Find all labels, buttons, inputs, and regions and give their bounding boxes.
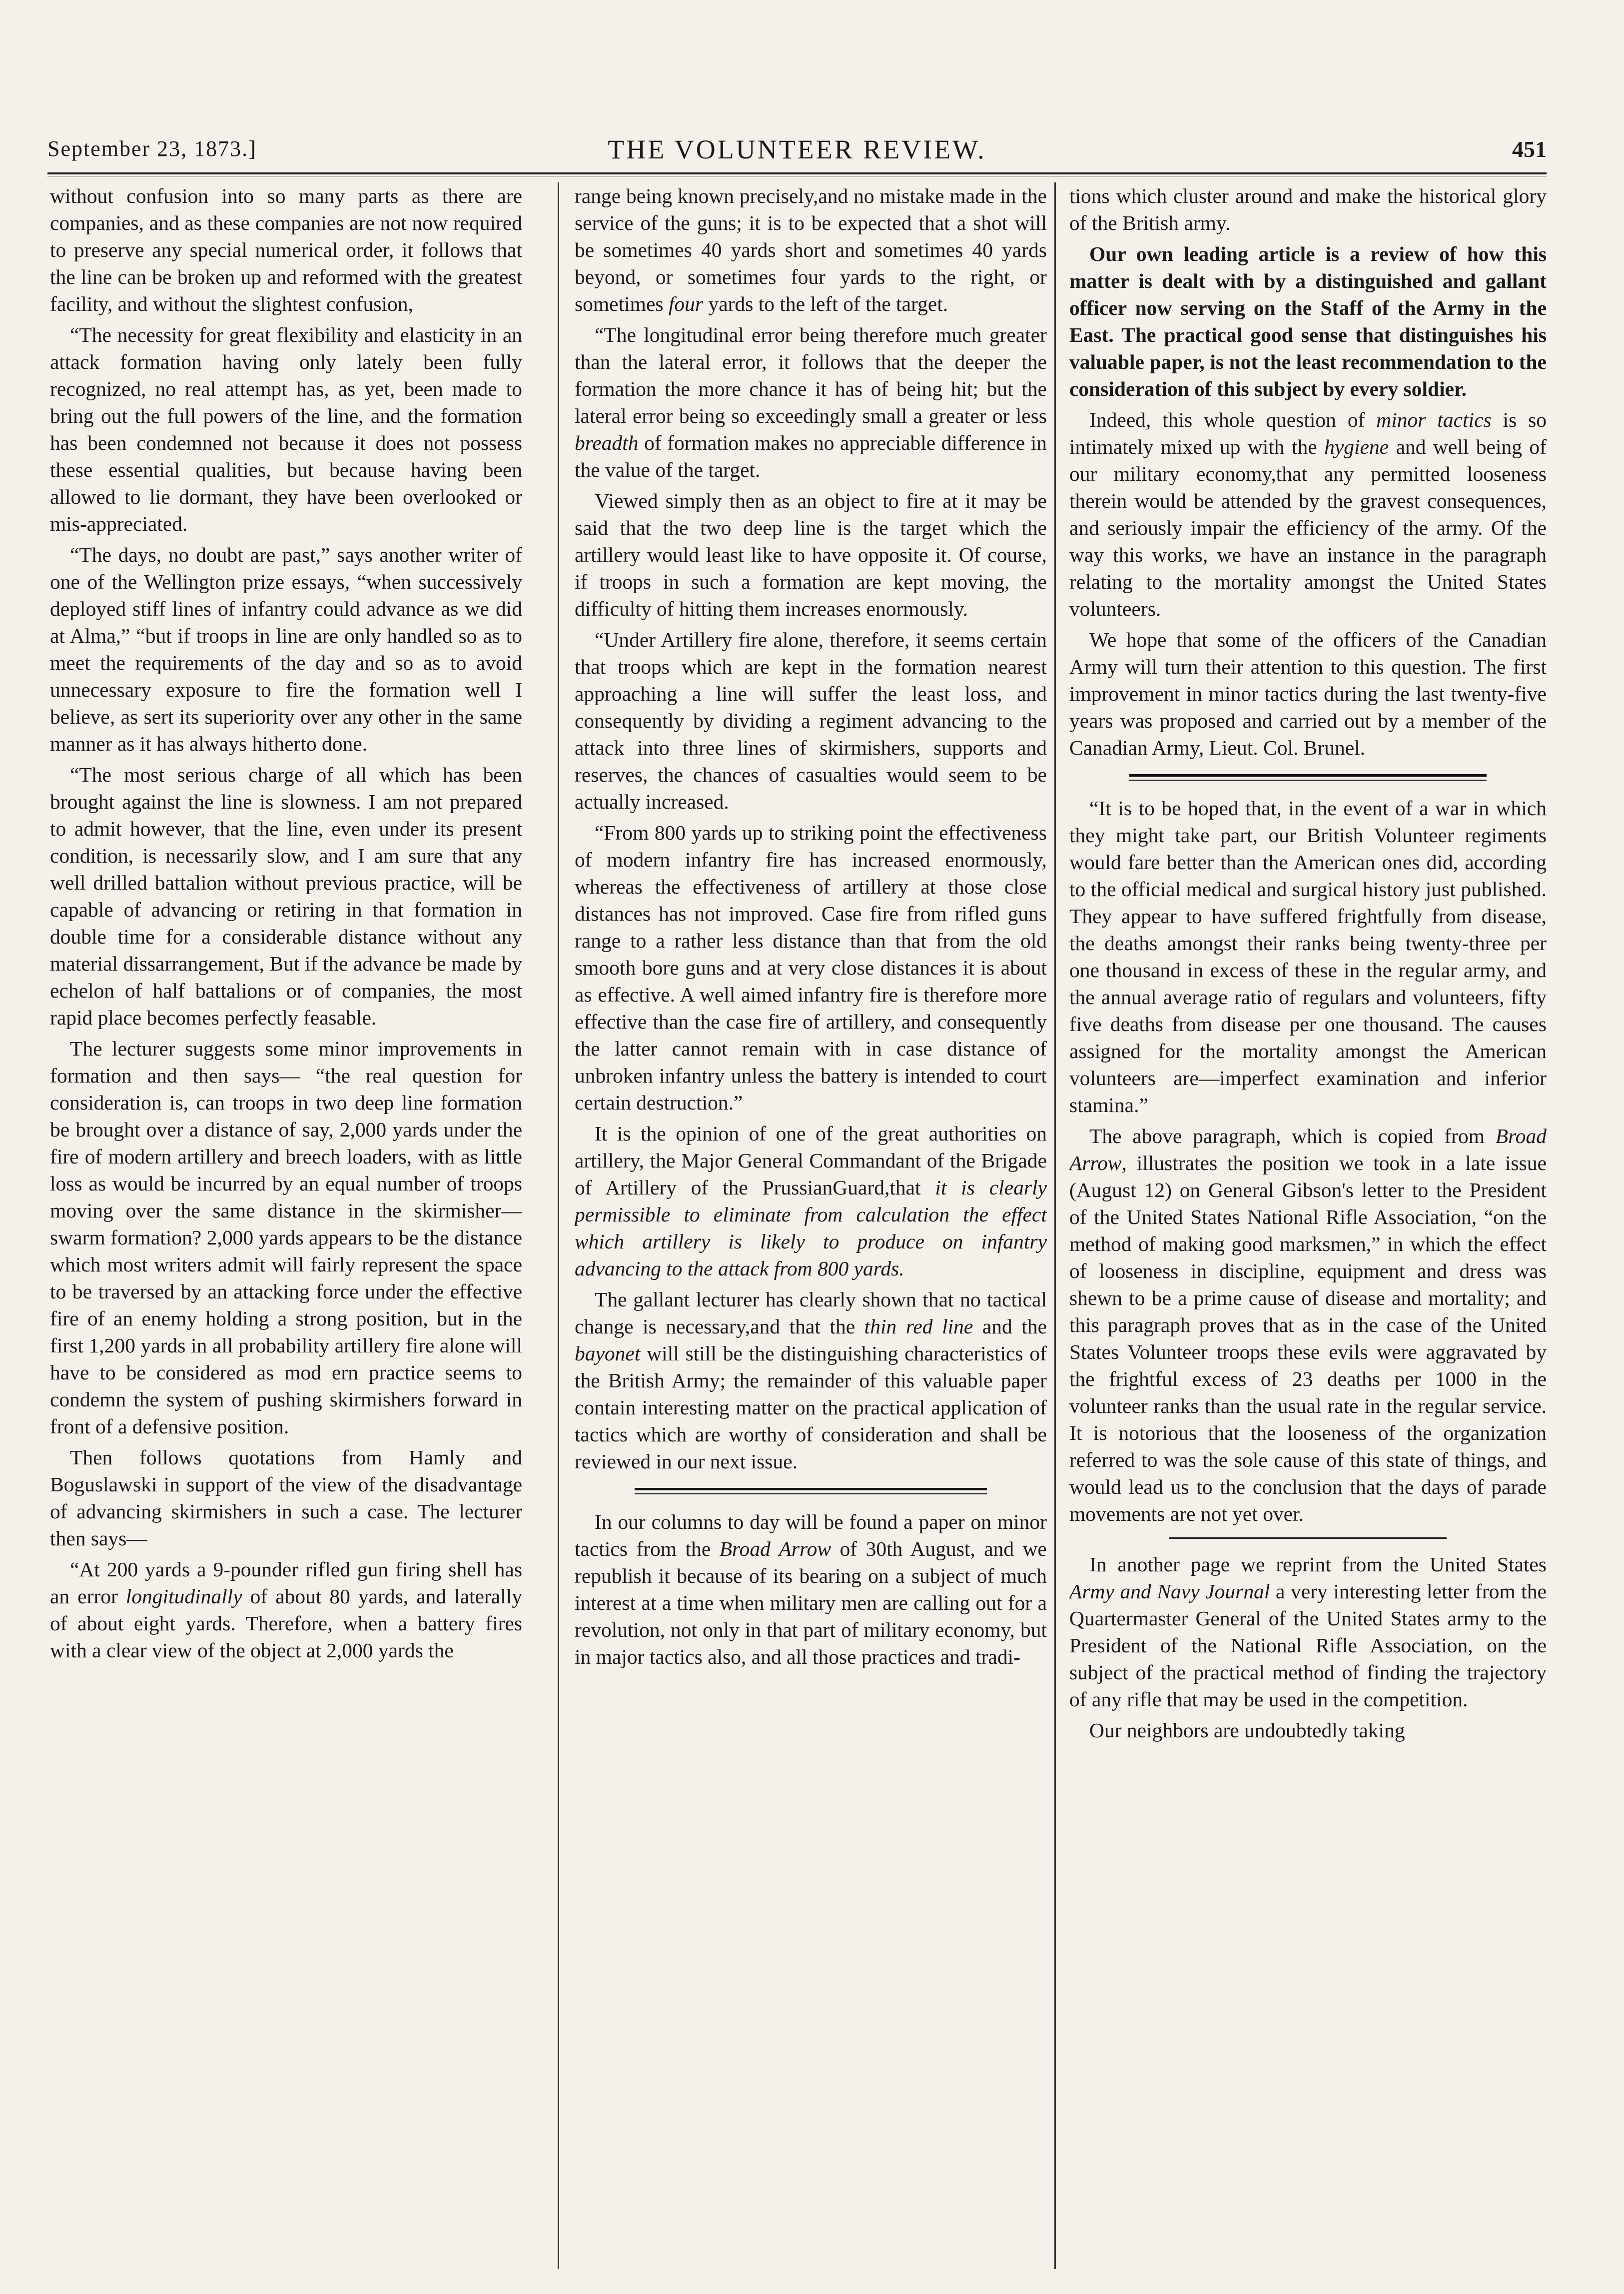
text-run: Indeed, this whole question of [1089, 408, 1377, 431]
paragraph: Then follows quotations from Hamly and Boguslawski in support of the view of the disadvantage of advancing skirmishers in such a case. The lecturer then says— [50, 1446, 522, 1550]
article-separator [635, 1488, 987, 1494]
paragraph [575, 1286, 1047, 1475]
text-run: It is the opinion of one of the great authorities on artillery, the Major General Commandant of the Brigade of Artillery of the PrussianGuard,that [575, 1122, 1047, 1199]
column-1 [50, 182, 522, 2269]
paragraph [1069, 1551, 1547, 1713]
italic-text: longitudinally [125, 1585, 242, 1608]
text-run: is so intimately mixed up with the [1069, 408, 1547, 458]
paragraph [575, 1508, 1047, 1670]
paragraph: “The most serious charge of all which has been brought against the line is slowness. I am not prepared to admit however, that the line, even under its present condition, is necessarily slow, and I am sure that any well drilled battalion without previous practice, will be capable of advancing or retiring in that formation in double time for a considerable distance without any material dissarrangement, But if the advance be made by echelon of half battalions or of companies, the most rapid place becomes perfectly feasable. [50, 763, 522, 1029]
header-rule [47, 172, 1547, 174]
article-separator [1129, 774, 1487, 781]
text-run: of 30th August, and we republish it because of its bearing on a subject of much interest at a time when military men are calling out for a revolution, not only in that part of military economy, but in major tactics also, and all those practices and tradi- [575, 1537, 1047, 1668]
column-divider [558, 182, 559, 2269]
paragraph: “The necessity for great flexibility and elasticity in an attack formation having only lately been fully recognized, no real attempt has, as yet, been made to bring out the full powers of the line, and the formation has been condemned not because it does not possess these essential qualities, but because having been allowed to lie dormant, they have been overlooked or mis-appreciated. [50, 323, 522, 535]
paragraph: Viewed simply then as an object to fire at it may be said that the two deep line is the target which the artillery would least like to have opposite it. Of course, if troops in such a formation are kept moving, the difficulty of hitting them increases enormously. [575, 489, 1047, 620]
column-2 [575, 182, 1047, 2269]
italic-text: thin red line [864, 1315, 973, 1338]
text-run: The above paragraph, which is copied from [1089, 1125, 1496, 1147]
paragraph [1069, 406, 1547, 622]
italic-text: Broad Arrow [1069, 1125, 1547, 1174]
text-run: and well being of our military economy,that any permitted looseness therein would be attended by the gravest consequences, and seriously impair the efficiency of the army. Of the way this works, we have an instance in the paragraph relating to the mortality amongst the United States volunteers. [1069, 435, 1547, 620]
article-separator [1169, 1537, 1447, 1539]
text-run: yards to the left of the target. [703, 292, 948, 315]
text-run: of formation makes no appreciable difference in the value of the target. [575, 431, 1047, 481]
italic-text: four [668, 292, 704, 315]
italic-text: hygiene [1324, 435, 1389, 458]
italic-text: Broad Arrow [719, 1537, 831, 1560]
paragraph: “The days, no doubt are past,” says another writer of one of the Wellington prize essays, “when successively deployed stiff lines of infantry could advance as we did at Alma,” “but if troops in line are only handled so as to meet the requirements of the day and so as to avoid unnecessary exposure to fire the formation well I believe, as sert its superiority over any other in the same manner as it has always hitherto done. [50, 543, 522, 755]
publication-title: THE VOLUNTEER REVIEW. [608, 134, 986, 164]
italic-text: breadth [575, 431, 639, 454]
text-run: will still be the distinguishing characteristics of the British Army; the remainder of this valuable paper contain interesting matter on the practical application of tactics which are worthy of consideration and shall be reviewed in our next issue. [575, 1342, 1047, 1473]
italic-text: minor tactics [1376, 408, 1492, 431]
italic-text: it is clearly permissible to eliminate from calculation the effect which artillery is likely to produce on infantry advancing to the attack from 800 yards. [575, 1176, 1047, 1280]
paragraph [50, 1556, 522, 1664]
paragraph: The lecturer suggests some minor improvements in formation and then says— “the real question for consideration is, can troops in two deep line formation be brought over a distance of say, 2,000 yards under the fire of modern artillery and breech loaders, with as little loss as would be incurred by an equal number of troops moving over the same distance in the skirmisher—swarm formation? 2,000 yards appears to be the distance which most writers admit will fairly represent the space to be traversed by an attacking force under the effective fire of an enemy holding a strong position, but in the first 1,200 yards in all probability artillery fire alone will have to be considered as mod ern practice seems to condemn the system of pushing skirmishers forward in front of a defensive position. [50, 1037, 522, 1438]
column-3 [1069, 182, 1547, 2269]
column-divider [1054, 182, 1056, 2269]
text-run: In another page we reprint from the United States [1089, 1553, 1547, 1576]
paragraph: without confusion into so many parts as there are companies, and as these companies are not now required to preserve any special numerical order, it follows that the line can be broken up and reformed with the greatest facility, and without the slightest confusion, [50, 184, 522, 315]
text-run: of about 80 yards, and laterally of about eight yards. Therefore, when a battery fires with a clear view of the object at 2,000 yards the [50, 1585, 522, 1662]
text-run: and the [973, 1315, 1047, 1338]
quoted-paragraph: “It is to be hoped that, in the event of a war in which they might take part, our British Volunteer regiments would fare better than the American ones did, according to the official medical and surgical history just published. They appear to have suffered frightfully from disease, the deaths amongst their ranks being twenty-three per one thousand in excess of these in the regular army, and the annual average ratio of regulars and volunteers, fifty five deaths from disease per one thousand. The causes assigned for the mortality amongst the American volunteers are—imperfect examination and inferior stamina.” [1069, 797, 1547, 1117]
paragraph: tions which cluster around and make the historical glory of the British army. [1069, 184, 1547, 234]
text-run: The gallant lecturer has clearly shown that no tactical change is necessary,and that the [575, 1288, 1047, 1338]
italic-text: Army and Navy Journal [1069, 1580, 1270, 1603]
paragraph [575, 182, 1047, 317]
paragraph: Our own leading article is a review of how this matter is dealt with by a distinguished and gallant officer now serving on the Staff of the Army in the East. The practical good sense that distinguishes his valuable paper, is not the least recommendation to the consideration of this subject by every soldier. [1069, 242, 1547, 400]
paragraph: Our neighbors are undoubtedly taking [1089, 1719, 1405, 1742]
italic-text: bayonet [575, 1342, 641, 1365]
paragraph: We hope that some of the officers of the Canadian Army will turn their attention to this question. The first improvement in minor tactics during the last twenty-five years was proposed and carried out by a member of the Canadian Army, Lieut. Col. Brunel. [1069, 628, 1547, 759]
text-run: range being known precisely,and no mistake made in the service of the guns; it is to be expected that a shot will be sometimes 40 yards short and sometimes 40 yards beyond, or sometimes four yards to the right, or sometimes [575, 184, 1047, 315]
text-run: a very interesting letter from the Quartermaster General of the United States army to the President of the National Rifle Association, on the subject of the practical method of finding the trajectory of any rifle that may be used in the competition. [1069, 1580, 1547, 1711]
page-number: 451 [1512, 136, 1547, 162]
paragraph [575, 321, 1047, 483]
issue-date: September 23, 1873.] [47, 136, 257, 161]
paragraph: “From 800 yards up to striking point the effectiveness of modern infantry fire has increased enormously, whereas the effectiveness of artillery at those close distances has not improved. Case fire from rifled guns range to a rather less distance than that from the old smooth bore guns and at very close distances it is about as effective. A well aimed infantry fire is therefore more effective than the case fire of artillery, and consequently the latter cannot remain with in case distance of unbroken infantry unless the battery is intended to court certain destruction.” [575, 821, 1047, 1114]
paragraph [1069, 1123, 1547, 1527]
page-header [47, 136, 1547, 171]
paragraph: “Under Artillery fire alone, therefore, it seems certain that troops which are kept in the formation nearest approaching a line will suffer the least loss, and consequently by dividing a regiment advancing to the attack into three lines of skirmishers, supports and reserves, the chances of casualties would seem to be actually increased. [575, 628, 1047, 813]
text-run: “At 200 yards a 9-pounder rifled gun firing shell has an error [50, 1558, 522, 1608]
text-run: In our columns to day will be found a paper on minor tactics from the [575, 1510, 1047, 1560]
text-run: “The longitudinal error being therefore much greater than the lateral error, it follows that the deeper the formation the more chance it has of being hit; but the lateral error being so exceedingly small a greater or less [575, 323, 1047, 427]
text-run: , illustrates the position we took in a late issue (August 12) on General Gibson's letter to the President of the United States National Rifle Association, “on the method of making good marksmen,” in which the effect of looseness in discipline, equipment and dress was shewn to be a prime cause of disease and mortality; and this paragraph proves that as in the case of the United States Volunteer troops these evils were aggravated by the frightful excess of 23 deaths per 1000 in the volunteer ranks than the usual rate in the regular service. It is notorious that the looseness of the organization referred to was the sole cause of this state of things, and would lead us to the conclusion that the days of parade movements are not yet over. [1069, 1151, 1547, 1525]
paragraph [575, 1120, 1047, 1282]
